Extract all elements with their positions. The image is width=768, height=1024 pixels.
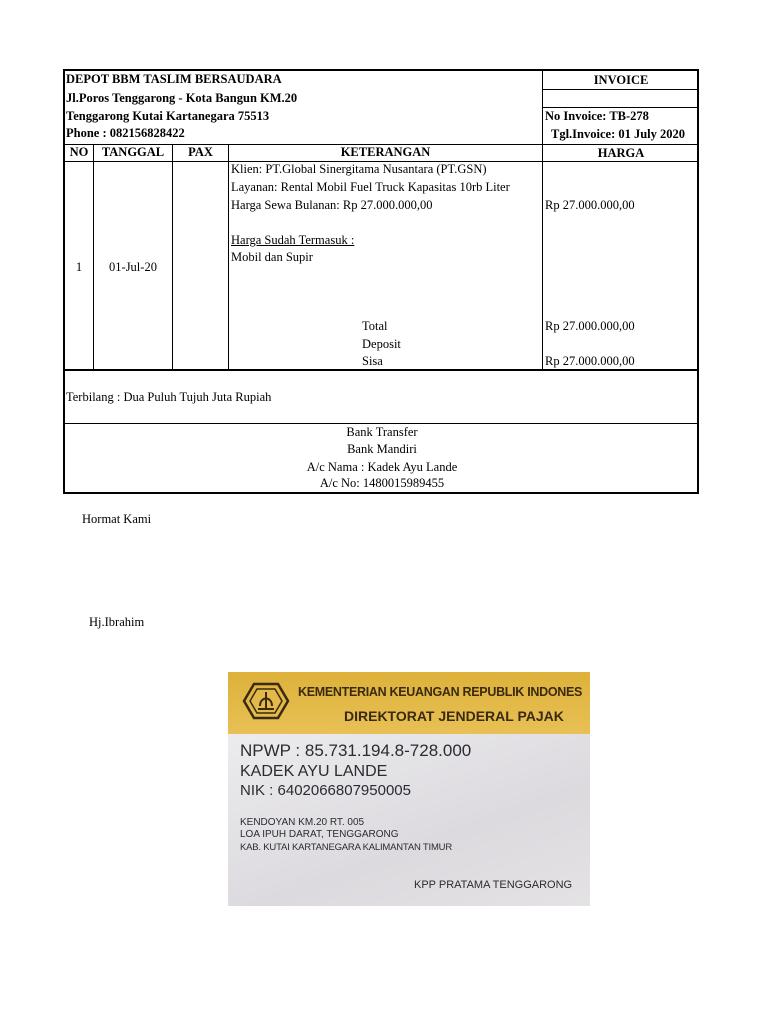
- card-nik: NIK : 6402066807950005: [240, 782, 411, 799]
- column-divider-tanggal: [172, 144, 173, 369]
- includes-value: Mobil dan Supir: [231, 250, 313, 264]
- keterangan-klien: Klien: PT.Global Sinergitama Nusantara (PT.GSN): [231, 162, 487, 176]
- signer-name: Hj.Ibrahim: [89, 615, 145, 629]
- company-phone: Phone : 082156828422: [66, 126, 185, 140]
- row-no: 1: [75, 260, 83, 274]
- row-tanggal: 01-Jul-20: [109, 260, 157, 274]
- row-divider: [542, 107, 699, 108]
- company-address-line2: Tenggarong Kutai Kartanegara 75513: [66, 109, 270, 123]
- summary-sisa-label: Sisa: [362, 354, 383, 368]
- invoice-date: Tgl.Invoice: 01 July 2020: [551, 127, 686, 141]
- header-no: NO: [69, 145, 89, 159]
- keterangan-layanan: Layanan: Rental Mobil Fuel Truck Kapasitas 10rb Liter: [231, 180, 510, 194]
- summary-sisa-value: Rp 27.000.000,00: [545, 354, 635, 368]
- column-divider-pax: [228, 144, 229, 369]
- header-pax: PAX: [188, 145, 213, 159]
- card-npwp: NPWP : 85.731.194.8-728.000: [240, 741, 472, 760]
- npwp-card-photo: [228, 672, 590, 906]
- row-divider: [65, 369, 699, 371]
- card-address-line1: KENDOYAN KM.20 RT. 005: [240, 817, 365, 828]
- invoice-title: INVOICE: [593, 73, 649, 87]
- header-harga: HARGA: [597, 146, 645, 160]
- card-address-line3: KAB. KUTAI KARTANEGARA KALIMANTAN TIMUR: [240, 842, 452, 853]
- row-divider: [542, 89, 699, 90]
- header-tanggal: TANGGAL: [101, 145, 165, 159]
- card-address-line2: LOA IPUH DARAT, TENGGARONG: [240, 829, 399, 840]
- bank-line-name: Bank Mandiri: [347, 442, 417, 456]
- includes-label: Harga Sudah Termasuk :: [231, 233, 355, 247]
- ministry-emblem-icon: [238, 676, 294, 726]
- closing-text: Hormat Kami: [82, 512, 152, 526]
- keterangan-harga-sewa: Harga Sewa Bulanan: Rp 27.000.000,00: [231, 198, 433, 212]
- bank-account-name: A/c Nama : Kadek Ayu Lande: [306, 460, 458, 474]
- card-holder-name: KADEK AYU LANDE: [240, 763, 388, 780]
- bank-line-transfer: Bank Transfer: [346, 425, 418, 439]
- company-name: DEPOT BBM TASLIM BERSAUDARA: [66, 72, 282, 86]
- bank-account-number: A/c No: 1480015989455: [319, 476, 445, 490]
- column-divider-no: [93, 144, 94, 369]
- terbilang: Terbilang : Dua Puluh Tujuh Juta Rupiah: [66, 390, 272, 404]
- row-harga: Rp 27.000.000,00: [545, 198, 635, 212]
- header-keterangan: KETERANGAN: [340, 145, 431, 159]
- card-ministry: KEMENTERIAN KEUANGAN REPUBLIK INDONES: [298, 685, 583, 699]
- summary-total-value: Rp 27.000.000,00: [545, 319, 635, 333]
- invoice-number: No Invoice: TB-278: [545, 109, 649, 123]
- row-divider: [65, 423, 699, 424]
- summary-deposit-label: Deposit: [362, 337, 401, 351]
- summary-total-label: Total: [362, 319, 388, 333]
- company-address-line1: Jl.Poros Tenggarong - Kota Bangun KM.20: [66, 91, 298, 105]
- invoice-table: [63, 69, 699, 494]
- column-divider-harga: [542, 71, 543, 369]
- card-directorate: DIREKTORAT JENDERAL PAJAK: [344, 708, 564, 724]
- card-tax-office: KPP PRATAMA TENGGARONG: [414, 879, 573, 891]
